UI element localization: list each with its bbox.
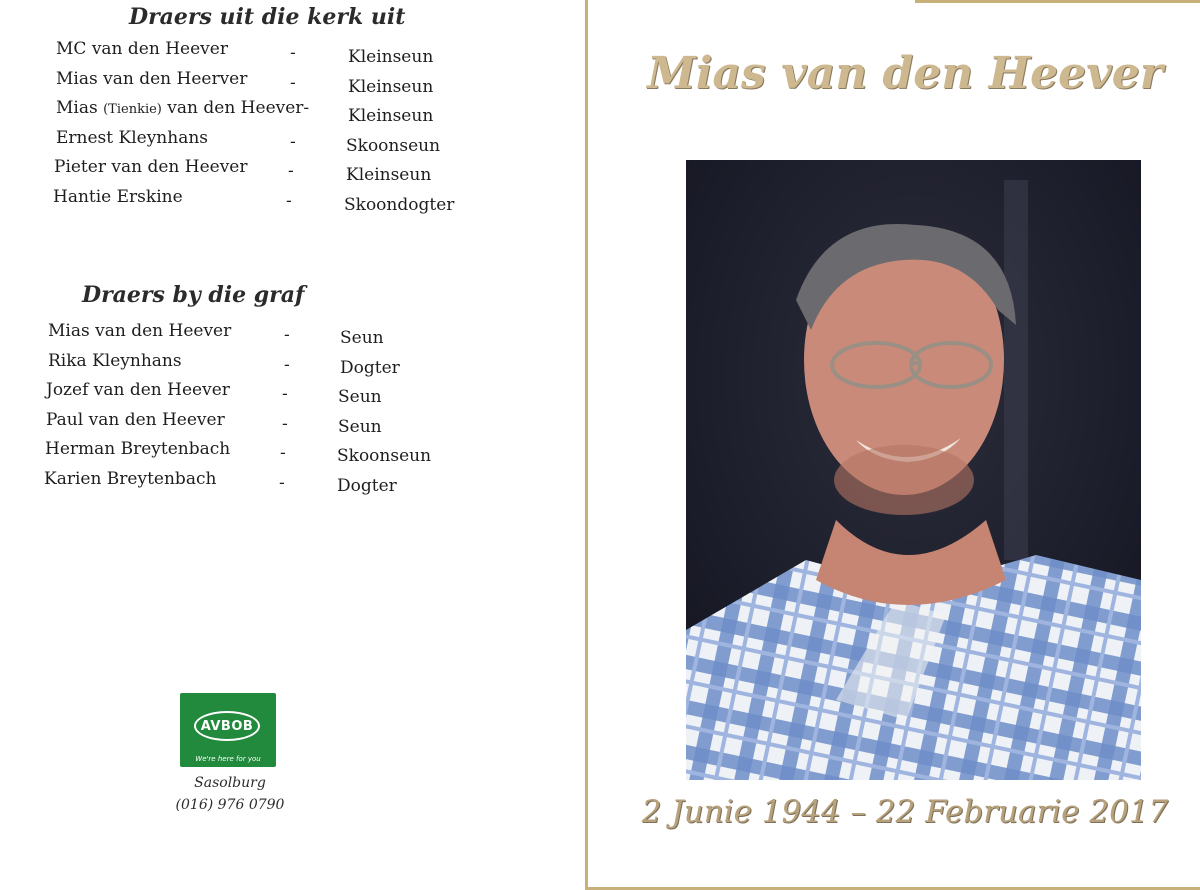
bearer-relation: Skoondogter [344, 194, 455, 215]
bearer-dash: - [282, 413, 288, 434]
bearer-relation: Skoonseun [346, 135, 441, 156]
bearer-relation: Seun [338, 387, 382, 408]
bearer-nickname: (Tienkie) [103, 102, 162, 118]
bearer-relation: Kleinseun [348, 76, 434, 97]
bearer-name: MC van den Heever [56, 39, 228, 59]
bearer-dash: - [280, 443, 286, 464]
logo-tagline: We're here for you [195, 755, 261, 763]
bearer-name: Pieter van den Heever [54, 157, 248, 178]
bearer-dash: - [290, 131, 296, 152]
bearer-relation: Dogter [337, 475, 397, 496]
bearer-name-part: Mias [56, 98, 104, 119]
logo-text: AVBOB [200, 718, 254, 734]
portrait-photo [686, 160, 1141, 780]
branch-phone: (016) 976 0790 [175, 797, 285, 813]
left-page [0, 0, 592, 890]
life-dates: 2 Junie 1944 – 22 Februarie 2017 [641, 794, 1169, 830]
bearer-dash: - [288, 161, 294, 182]
bearer-dash: - [290, 43, 296, 63]
bearer-name: Hantie Erskine [53, 186, 183, 207]
deceased-name: Mias van den Heever [647, 48, 1163, 99]
bearer-name: Jozef van den Heever [46, 380, 230, 401]
bearer-name: Karien Breytenbach [44, 468, 217, 489]
bearer-relation: Kleinseun [348, 47, 434, 67]
bearer-relation: Kleinseun [348, 106, 434, 127]
bearer-dash: - [290, 72, 296, 93]
bearer-relation: Dogter [340, 357, 400, 378]
bearer-name: Herman Breytenbach [45, 439, 231, 460]
bearer-relation: Kleinseun [346, 165, 432, 186]
page-border-left [585, 0, 588, 890]
bearer-dash: - [286, 190, 292, 211]
bearer-name: Ernest Kleynhans [56, 127, 209, 148]
bearer-name [56, 98, 309, 118]
grave-bearers-title: Draers by die graf [82, 282, 305, 308]
bearer-relation: Skoonseun [337, 446, 432, 467]
bearer-dash: - [284, 325, 290, 345]
bearer-dash: - [282, 384, 288, 405]
branch-name: Sasolburg [194, 775, 266, 791]
bearer-name: Paul van den Heever [46, 409, 225, 430]
church-bearers-title: Draers uit die kerk uit [129, 4, 406, 30]
bearer-relation: Seun [338, 416, 382, 437]
bearer-name: Mias van den Heerver [56, 68, 248, 89]
bearer-dash: - [284, 354, 290, 375]
portrait-illustration [686, 160, 1141, 780]
bearer-relation: Seun [340, 328, 384, 348]
bearer-name: Mias van den Heever [48, 321, 232, 341]
avbob-logo [180, 693, 276, 767]
right-page [585, 0, 1200, 890]
logo-oval [194, 711, 260, 741]
bearer-name: Rika Kleynhans [48, 350, 182, 371]
bearer-dash: - [279, 472, 285, 493]
page-border-top [915, 0, 1200, 3]
bearer-name-part: van den Heever- [161, 98, 310, 119]
